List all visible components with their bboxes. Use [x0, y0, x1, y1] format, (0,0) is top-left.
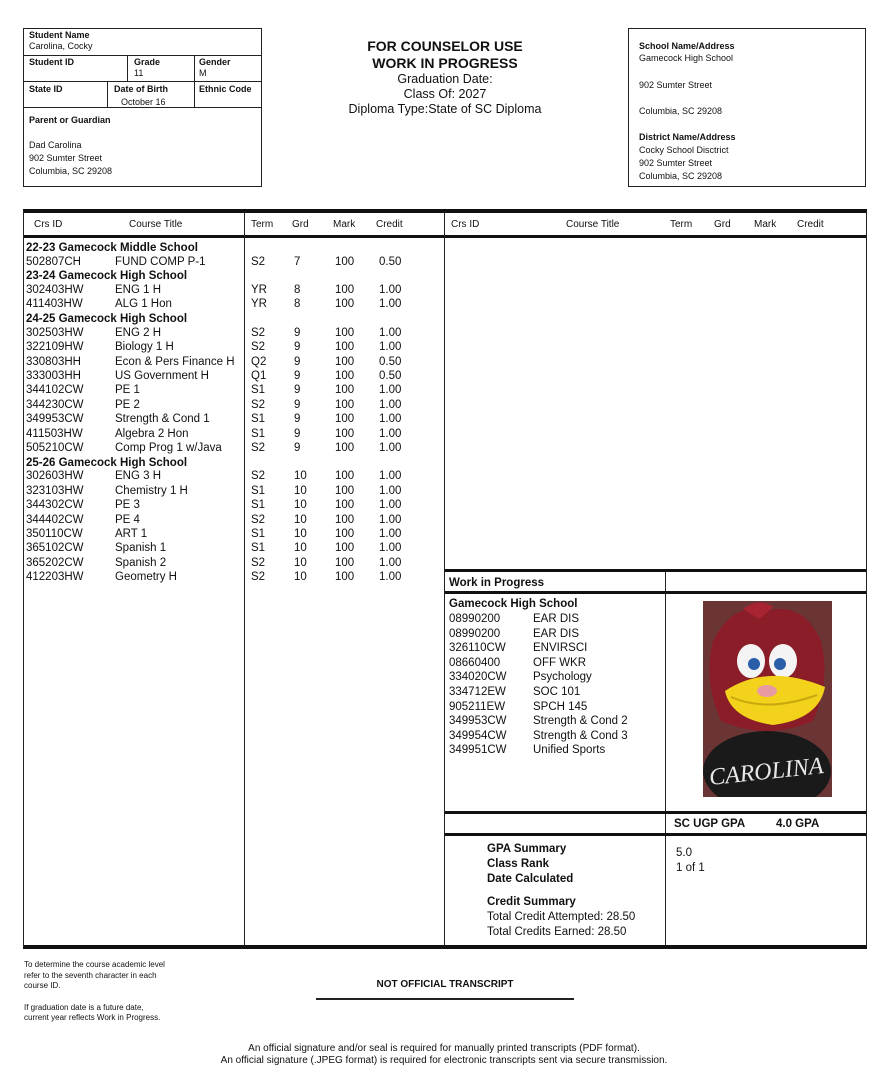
- course-mark: 100: [335, 283, 355, 296]
- course-id: 349953CW: [26, 413, 84, 426]
- course-grade-level: 9: [294, 341, 301, 354]
- course-row: [24, 484, 444, 499]
- dob-value: October 16: [121, 97, 166, 107]
- course-credit: 1.00: [379, 571, 402, 584]
- course-id: 411503HW: [26, 427, 83, 440]
- grade-label: Grade: [134, 57, 161, 67]
- course-title: ART 1: [115, 527, 148, 540]
- course-title: PE 4: [115, 513, 140, 526]
- course-row: [24, 469, 444, 484]
- course-title: FUND COMP P-1: [115, 255, 206, 268]
- course-mark: 100: [335, 326, 355, 339]
- school-city: Columbia, SC 29208: [639, 106, 723, 116]
- course-title: ENG 1 H: [115, 283, 162, 296]
- note-line1: To determine the course academic level: [24, 960, 165, 969]
- course-grade-level: 9: [294, 398, 301, 411]
- col-course-title-2: Course Title: [566, 219, 620, 230]
- course-row: [24, 283, 444, 298]
- course-grade-level: 10: [294, 499, 307, 512]
- course-credit: 1.00: [379, 441, 402, 454]
- wip-course-id: 326110CW: [449, 642, 506, 655]
- counselor-header: [330, 38, 560, 117]
- note-line2: refer to the seventh character in each: [24, 970, 157, 980]
- col-mark-2: Mark: [754, 219, 777, 230]
- course-id: 344230CW: [26, 398, 84, 411]
- course-term: S1: [251, 527, 266, 540]
- col-term: Term: [251, 219, 274, 230]
- col-mark: Mark: [333, 219, 356, 230]
- parent-name: Dad Carolina: [29, 140, 82, 150]
- course-id: 411403HW: [26, 298, 83, 311]
- course-id: 302603HW: [26, 470, 84, 483]
- wip-course-title: Strength & Cond 3: [533, 729, 628, 742]
- class-of: Class Of: 2027: [403, 87, 487, 101]
- wip-course-title: Psychology: [533, 671, 592, 684]
- course-grade-level: 10: [294, 542, 307, 555]
- course-mark: 100: [335, 441, 355, 454]
- wip-title: Work in Progress: [449, 577, 545, 589]
- wip-course-title: ENVIRSCI: [533, 642, 588, 655]
- credits-attempted: Total Credit Attempted: 28.50: [487, 911, 636, 923]
- course-mark: 100: [335, 427, 355, 440]
- school-street: 902 Sumter Street: [639, 80, 713, 90]
- wip-course-title: Unified Sports: [533, 744, 606, 757]
- course-term: S2: [251, 513, 266, 526]
- gpa-summary-label: GPA Summary: [487, 843, 567, 855]
- credits-earned: Total Credits Earned: 28.50: [487, 926, 627, 938]
- wip-course-title: Strength & Cond 2: [533, 715, 628, 728]
- course-title: Biology 1 H: [115, 341, 174, 354]
- course-title: ENG 2 H: [115, 326, 162, 339]
- mascot-jersey-text: CAROLINA: [707, 753, 825, 791]
- course-term: S2: [251, 441, 266, 454]
- course-credit: 1.00: [379, 542, 402, 555]
- signature-notice-2: An official signature (.JPEG format) is required for electronic transcripts sent via secure transmission.: [220, 1055, 668, 1066]
- course-grade-level: 9: [294, 413, 301, 426]
- course-credit: 1.00: [379, 413, 402, 426]
- course-row: [24, 340, 444, 355]
- course-title: ENG 3 H: [115, 470, 162, 483]
- col-crs-id-2: Crs ID: [451, 219, 480, 230]
- gender-value: M: [199, 68, 207, 78]
- course-title: Econ & Pers Finance H: [115, 355, 235, 368]
- course-term: S1: [251, 499, 266, 512]
- signature-notice-1: An official signature and/or seal is required for manually printed transcripts (PDF format).: [248, 1043, 640, 1054]
- course-id: 323103HW: [26, 484, 84, 497]
- course-title: PE 2: [115, 398, 140, 411]
- course-mark: 100: [335, 341, 355, 354]
- diploma-type: Diploma Type:State of SC Diploma: [348, 102, 542, 116]
- course-row: [24, 297, 444, 312]
- course-title: Comp Prog 1 w/Java: [115, 441, 222, 454]
- course-title: PE 1: [115, 384, 140, 397]
- course-credit: 1.00: [379, 556, 402, 569]
- course-mark: 100: [335, 413, 355, 426]
- course-id: 302403HW: [26, 283, 84, 296]
- course-term: S2: [251, 470, 266, 483]
- course-mark: 100: [335, 571, 355, 584]
- school-name: Gamecock High School: [639, 53, 734, 63]
- course-id: 333003HH: [26, 369, 81, 382]
- course-term: S1: [251, 484, 266, 497]
- col-grd: Grd: [292, 219, 309, 230]
- date-calculated-label: Date Calculated: [487, 873, 574, 885]
- course-credit: 1.00: [379, 341, 402, 354]
- course-id: 502807CH: [26, 255, 81, 268]
- student-photo: [703, 601, 832, 797]
- district-street: 902 Sumter Street: [639, 158, 713, 168]
- course-title: ALG 1 Hon: [115, 298, 172, 311]
- wip-course-id: 349954CW: [449, 729, 507, 742]
- col-crs-id: Crs ID: [34, 219, 63, 230]
- student-name-label: Student Name: [29, 30, 90, 40]
- course-row: [24, 412, 444, 427]
- course-credit: 1.00: [379, 513, 402, 526]
- course-credit: 1.00: [379, 484, 402, 497]
- divider-right: [665, 570, 666, 945]
- district-label: District Name/Address: [639, 132, 736, 142]
- school-year-heading: 22-23 Gamecock Middle School: [26, 242, 198, 254]
- course-title: Chemistry 1 H: [115, 484, 188, 497]
- student-info-box: [23, 28, 262, 187]
- graduation-date: Graduation Date:: [397, 72, 493, 86]
- course-id: 412203HW: [26, 571, 84, 584]
- note-line4: If graduation date is a future date,: [24, 1002, 144, 1012]
- course-id: 365102CW: [26, 542, 84, 555]
- course-title: US Government H: [115, 369, 209, 382]
- wip-header-rule: [445, 591, 866, 594]
- course-mark: 100: [335, 398, 355, 411]
- course-grade-level: 8: [294, 298, 301, 311]
- district-city: Columbia, SC 29208: [639, 171, 723, 181]
- transcript-table: [23, 209, 867, 949]
- course-row: [24, 427, 444, 442]
- course-row: [24, 441, 444, 456]
- class-rank-value: 1 of 1: [676, 862, 705, 874]
- course-title: Strength & Cond 1: [115, 413, 210, 426]
- grade-value: 11: [134, 68, 144, 78]
- course-title: Algebra 2 Hon: [115, 427, 189, 440]
- course-term: S1: [251, 427, 266, 440]
- course-credit: 0.50: [379, 355, 402, 368]
- course-mark: 100: [335, 255, 355, 268]
- school-year-heading: 23-24 Gamecock High School: [26, 270, 188, 283]
- class-rank-label: Class Rank: [487, 858, 550, 870]
- wip-course-title: EAR DIS: [533, 627, 580, 640]
- course-row: [24, 527, 444, 542]
- course-grade-level: 9: [294, 427, 301, 440]
- course-id: 330803HH: [26, 355, 81, 368]
- course-grade-level: 9: [294, 326, 301, 339]
- course-mark: 100: [335, 542, 355, 555]
- course-row: [24, 541, 444, 556]
- course-row: [24, 513, 444, 528]
- not-official-label: NOT OFFICIAL TRANSCRIPT: [376, 979, 514, 990]
- course-grade-level: 10: [294, 556, 307, 569]
- state-id-label: State ID: [29, 84, 63, 94]
- course-term: S1: [251, 413, 266, 426]
- note-line5: current year reflects Work in Progress.: [24, 1013, 161, 1022]
- course-grade-level: 9: [294, 369, 301, 382]
- student-name: Carolina, Cocky: [29, 41, 93, 51]
- course-grade-level: 8: [294, 283, 301, 296]
- mascot-image: [703, 601, 832, 797]
- course-grade-level: 10: [294, 527, 307, 540]
- course-grade-level: 9: [294, 441, 301, 454]
- course-mark: 100: [335, 369, 355, 382]
- course-credit: 1.00: [379, 298, 402, 311]
- course-mark: 100: [335, 384, 355, 397]
- course-credit: 1.00: [379, 470, 402, 483]
- course-id: 365202CW: [26, 556, 84, 569]
- course-credit: 0.50: [379, 255, 402, 268]
- note-line3: course ID.: [24, 981, 61, 990]
- school-year-heading: 24-25 Gamecock High School: [26, 313, 188, 326]
- gpa-value: 4.0 GPA: [776, 818, 820, 830]
- gpa-label: SC UGP GPA: [674, 818, 746, 830]
- wip-course-title: EAR DIS: [533, 613, 580, 625]
- col-credit: Credit: [376, 219, 403, 230]
- wip-course-id: 08990200: [449, 613, 501, 625]
- course-mark: 100: [335, 556, 355, 569]
- parent-city: Columbia, SC 29208: [29, 166, 113, 176]
- course-mark: 100: [335, 527, 355, 540]
- table-header: [24, 213, 866, 238]
- course-credit: 1.00: [379, 384, 402, 397]
- course-title: PE 3: [115, 499, 140, 512]
- course-credit: 1.00: [379, 283, 402, 296]
- parent-label: Parent or Guardian: [29, 115, 111, 125]
- course-title: Spanish 2: [115, 556, 167, 569]
- course-term: Q1: [251, 369, 267, 382]
- course-row: [24, 398, 444, 413]
- course-credit: 1.00: [379, 398, 402, 411]
- course-term: Q2: [251, 355, 267, 368]
- gpa-summary-value: 5.0: [676, 847, 692, 859]
- wip-course-title: SOC 101: [533, 686, 581, 698]
- dob-label: Date of Birth: [114, 84, 168, 94]
- course-term: S2: [251, 326, 266, 339]
- course-term: S2: [251, 341, 266, 354]
- school-year-heading: 25-26 Gamecock High School: [26, 456, 188, 469]
- course-row: [24, 383, 444, 398]
- course-title: Spanish 1: [115, 542, 167, 555]
- course-id: 344302CW: [26, 499, 84, 512]
- header-line2: WORK IN PROGRESS: [372, 55, 518, 71]
- header-line1: FOR COUNSELOR USE: [367, 38, 523, 54]
- course-row: [24, 355, 444, 370]
- course-term: S2: [251, 556, 266, 569]
- wip-course-id: 349951CW: [449, 744, 507, 757]
- course-title: Geometry H: [115, 571, 177, 584]
- course-id: 344402CW: [26, 513, 84, 526]
- course-id: 505210CW: [26, 441, 84, 454]
- course-credit: 1.00: [379, 499, 402, 512]
- course-credit: 1.00: [379, 326, 402, 339]
- course-id: 322109HW: [26, 341, 84, 354]
- wip-school: Gamecock High School: [449, 598, 578, 610]
- course-mark: 100: [335, 298, 355, 311]
- gpa-bottom-rule: [445, 833, 866, 836]
- course-id: 344102CW: [26, 384, 84, 397]
- course-mark: 100: [335, 470, 355, 483]
- col-credit-2: Credit: [797, 219, 824, 230]
- col-grd-2: Grd: [714, 219, 731, 230]
- course-credit: 0.50: [379, 369, 402, 382]
- course-term: YR: [251, 298, 267, 311]
- course-row: [24, 570, 444, 585]
- wip-course-id: 334020CW: [449, 671, 507, 684]
- signature-line: [316, 998, 574, 1000]
- course-credit: 1.00: [379, 527, 402, 540]
- course-term: S1: [251, 384, 266, 397]
- wip-course-id: 08990200: [449, 627, 501, 640]
- wip-top-rule: [445, 569, 866, 572]
- course-mark: 100: [335, 355, 355, 368]
- course-row: [24, 369, 444, 384]
- course-row: [24, 498, 444, 513]
- footer-note: [24, 960, 165, 1024]
- course-term: S1: [251, 542, 266, 555]
- course-row: [24, 255, 444, 270]
- course-id: 350110CW: [26, 527, 83, 540]
- course-term: S2: [251, 571, 266, 584]
- course-mark: 100: [335, 484, 355, 497]
- gpa-top-rule: [445, 811, 866, 814]
- course-grade-level: 9: [294, 355, 301, 368]
- wip-course-title: OFF WKR: [533, 656, 587, 669]
- school-address-box: [628, 28, 866, 187]
- parent-street: 902 Sumter Street: [29, 153, 103, 163]
- student-id-label: Student ID: [29, 57, 74, 67]
- gender-label: Gender: [199, 57, 231, 67]
- wip-course-id: 08660400: [449, 656, 501, 669]
- signature-notice: [0, 1043, 888, 1067]
- course-credit: 1.00: [379, 427, 402, 440]
- course-term: S2: [251, 255, 266, 268]
- wip-course-id: 334712EW: [449, 686, 506, 698]
- course-grade-level: 10: [294, 470, 307, 483]
- course-grade-level: 10: [294, 513, 307, 526]
- course-mark: 100: [335, 513, 355, 526]
- col-course-title: Course Title: [129, 219, 183, 230]
- course-id: 302503HW: [26, 326, 84, 339]
- course-grade-level: 7: [294, 255, 301, 268]
- course-row: [24, 556, 444, 571]
- course-grade-level: 10: [294, 484, 307, 497]
- course-term: YR: [251, 283, 267, 296]
- credit-summary-label: Credit Summary: [487, 896, 576, 908]
- wip-course-id: 349953CW: [449, 715, 507, 728]
- school-label: School Name/Address: [639, 41, 735, 51]
- district-name: Cocky School Disctrict: [639, 145, 729, 155]
- course-grade-level: 9: [294, 384, 301, 397]
- course-mark: 100: [335, 499, 355, 512]
- course-row: [24, 326, 444, 341]
- col-term-2: Term: [670, 219, 693, 230]
- wip-course-id: 905211EW: [449, 700, 506, 713]
- course-term: S2: [251, 398, 266, 411]
- wip-course-title: SPCH 145: [533, 700, 588, 713]
- ethnic-code-label: Ethnic Code: [199, 84, 252, 94]
- course-grade-level: 10: [294, 571, 307, 584]
